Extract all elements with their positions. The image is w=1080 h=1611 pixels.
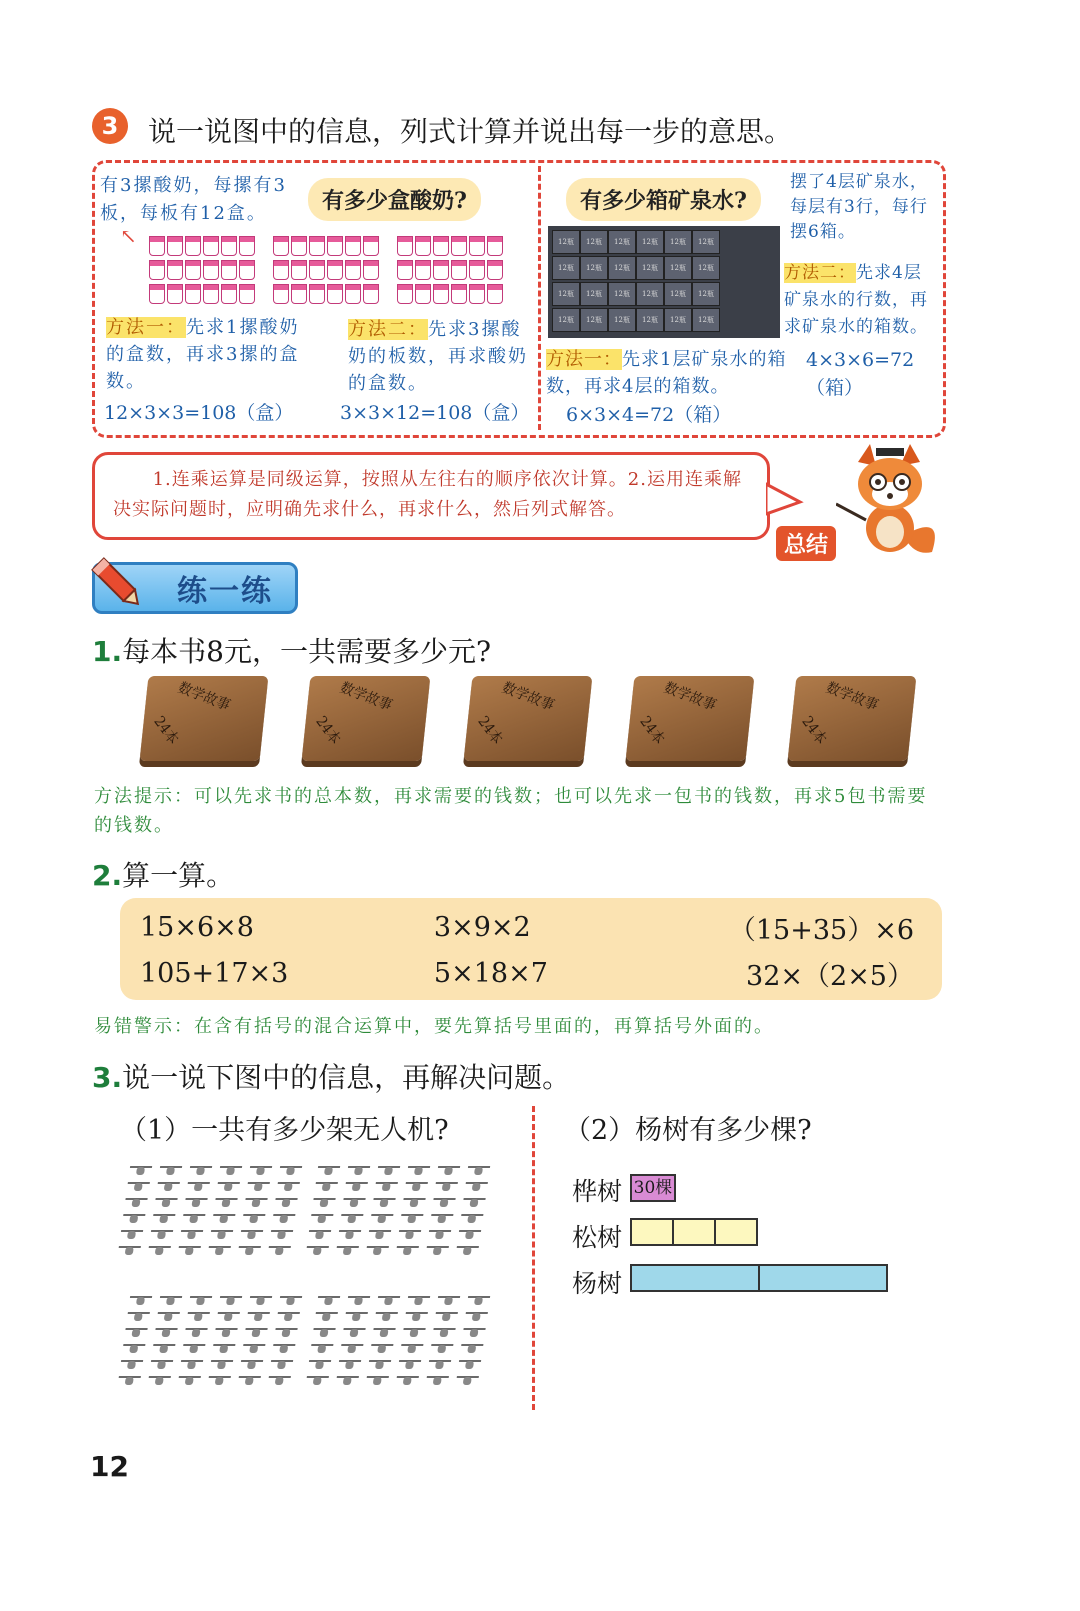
practice-3 — [92, 1056, 570, 1096]
drone-group — [301, 1162, 504, 1258]
practice-1 — [92, 630, 491, 670]
pine-bar-segment — [714, 1218, 758, 1246]
crate: 12瓶 — [692, 282, 720, 306]
poplar-bar-segment — [630, 1264, 760, 1292]
sub-question-2: （2）杨树有多少棵? — [564, 1115, 812, 1146]
summary-text: 1.连乘运算是同级运算，按照从左往右的顺序依次计算。2.运用连乘解决实际问题时，应明确先求什么，再求什么，然后列式解答。 — [113, 469, 742, 520]
drone-group — [301, 1292, 504, 1388]
water-question: 有多少箱矿泉水? — [566, 178, 761, 221]
book-pack-count: 24本 — [150, 713, 182, 748]
practice-2 — [92, 854, 234, 894]
practice-number: 3. — [92, 1061, 123, 1094]
page-number: 12 — [90, 1450, 129, 1483]
summary-pointer — [766, 480, 806, 520]
book-pack-title: 数学故事 — [823, 679, 881, 715]
drone-groups-illustration — [112, 1162, 496, 1412]
method-text: 先求4层矿泉水的行数，再求矿泉水的箱数。 — [784, 263, 928, 337]
crate: 12瓶 — [664, 308, 692, 332]
method-label: 方法二： — [784, 263, 856, 283]
birch-bar-value: 30棵 — [633, 1178, 673, 1198]
book-pack-title: 数学故事 — [337, 679, 395, 715]
summary-tag: 总结 — [776, 526, 836, 561]
exercise-item: 3×9×2 — [433, 911, 531, 943]
yogurt-method-2 — [348, 316, 528, 397]
crate: 12瓶 — [692, 308, 720, 332]
exercise-item: 15×6×8 — [140, 911, 254, 943]
poplar-bar — [630, 1264, 888, 1292]
practice-1-text: 每本书8元，一共需要多少元? — [122, 635, 491, 668]
method-text: 先求1摞酸奶的盒数，再求3摞的盒数。 — [106, 317, 300, 392]
crate: 12瓶 — [692, 230, 720, 254]
water-info: 摆了4层矿泉水，每层有3行，每行摆6箱。 — [790, 172, 928, 242]
crate: 12瓶 — [608, 282, 636, 306]
yogurt-formula-2: 3×3×12=108（盒） — [340, 402, 530, 424]
panel-divider — [538, 166, 541, 430]
fox-teacher-mascot — [836, 444, 946, 556]
method-text: 先求1层矿泉水的箱数，再求4层的箱数。 — [546, 349, 787, 397]
book-pack-title: 数学故事 — [661, 679, 719, 715]
crate: 12瓶 — [692, 256, 720, 280]
water-formula-1: 6×3×4=72（箱） — [566, 404, 732, 426]
crate: 12瓶 — [580, 308, 608, 332]
question-title: 说一说图中的信息，列式计算并说出每一步的意思。 — [148, 115, 793, 148]
crate: 12瓶 — [636, 308, 664, 332]
yogurt-stack — [396, 236, 504, 308]
yogurt-info: 有3摞酸奶，每摞有3板，每板有12盒。 — [100, 175, 287, 224]
practice-3-text: 说一说下图中的信息，再解决问题。 — [122, 1061, 571, 1094]
crate: 12瓶 — [664, 282, 692, 306]
yogurt-formula-1: 12×3×3=108（盒） — [104, 402, 294, 424]
crate: 12瓶 — [552, 282, 580, 306]
book-pack-count: 24本 — [636, 713, 668, 748]
water-formula-2: 4×3×6=72（箱） — [806, 349, 915, 399]
tree-label-birch: 桦树 — [572, 1177, 623, 1206]
crate: 12瓶 — [664, 230, 692, 254]
yogurt-stack — [148, 236, 256, 308]
method-hint: 方法提示：可以先求书的总本数，再求需要的钱数；也可以先求一包书的钱数，再求5包书需要的钱数。 — [94, 786, 928, 836]
summary-box — [92, 452, 770, 540]
crate: 12瓶 — [608, 308, 636, 332]
crate: 12瓶 — [580, 256, 608, 280]
water-method-1 — [546, 346, 796, 400]
book-packs — [144, 676, 912, 776]
book-pack — [140, 676, 269, 761]
water-crates-illustration — [548, 226, 780, 338]
water-method-2 — [784, 260, 938, 341]
crate: 12瓶 — [664, 256, 692, 280]
crate: 12瓶 — [552, 230, 580, 254]
birch-bar — [630, 1174, 676, 1202]
yogurt-stack — [272, 236, 380, 308]
crate: 12瓶 — [552, 256, 580, 280]
crate: 12瓶 — [636, 256, 664, 280]
question-number-badge: 3 — [92, 108, 128, 144]
crate: 12瓶 — [580, 230, 608, 254]
pine-bar-segment — [630, 1218, 674, 1246]
drone-group — [113, 1162, 316, 1258]
book-pack — [464, 676, 593, 761]
drone-group — [113, 1292, 316, 1388]
crate: 12瓶 — [636, 282, 664, 306]
pine-bar-segment — [672, 1218, 716, 1246]
practice-banner-title: 练一练 — [177, 574, 273, 609]
exercise-item: 5×18×7 — [433, 957, 548, 989]
practice-number: 2. — [92, 859, 123, 892]
crate: 12瓶 — [636, 230, 664, 254]
crate: 12瓶 — [608, 230, 636, 254]
poplar-bar-segment — [758, 1264, 888, 1292]
book-pack — [302, 676, 431, 761]
yogurt-question: 有多少盒酸奶? — [308, 178, 481, 221]
book-pack-title: 数学故事 — [499, 679, 557, 715]
exercise-item: 32×（2×5） — [746, 960, 914, 992]
tree-label-pine: 松树 — [572, 1223, 623, 1252]
exercise-item: 105+17×3 — [140, 957, 289, 989]
method-label: 方法二： — [348, 319, 428, 340]
practice-number: 1. — [92, 635, 123, 668]
crate: 12瓶 — [608, 256, 636, 280]
arrow-icon: ↖ — [120, 224, 137, 248]
error-warning: 易错警示：在含有括号的混合运算中，要先算括号里面的，再算括号外面的。 — [94, 1016, 774, 1037]
tree-label-poplar: 杨树 — [572, 1269, 623, 1298]
yogurt-stacks-illustration — [148, 236, 508, 308]
book-pack — [626, 676, 755, 761]
exercise-row — [140, 904, 914, 950]
crate: 12瓶 — [580, 282, 608, 306]
book-pack-count: 24本 — [312, 713, 344, 748]
exercise-item: （15+35）×6 — [728, 914, 914, 946]
crate: 12瓶 — [552, 308, 580, 332]
sub-question-1: （1）一共有多少架无人机? — [120, 1115, 449, 1146]
method-label: 方法一： — [546, 349, 622, 370]
method-label: 方法一： — [106, 317, 186, 338]
section-divider — [532, 1106, 535, 1410]
book-pack-count: 24本 — [474, 713, 506, 748]
method-text: 先求3摞酸奶的板数，再求酸奶的盒数。 — [348, 319, 528, 394]
book-pack-title: 数学故事 — [175, 679, 233, 715]
yogurt-method-1 — [106, 314, 306, 395]
book-pack-count: 24本 — [798, 713, 830, 748]
pencil-icon — [90, 554, 146, 614]
exercise-row — [140, 950, 914, 996]
exercise-box — [120, 898, 942, 1000]
book-pack — [788, 676, 917, 761]
practice-2-text: 算一算。 — [122, 859, 235, 892]
pine-bar — [630, 1218, 758, 1246]
